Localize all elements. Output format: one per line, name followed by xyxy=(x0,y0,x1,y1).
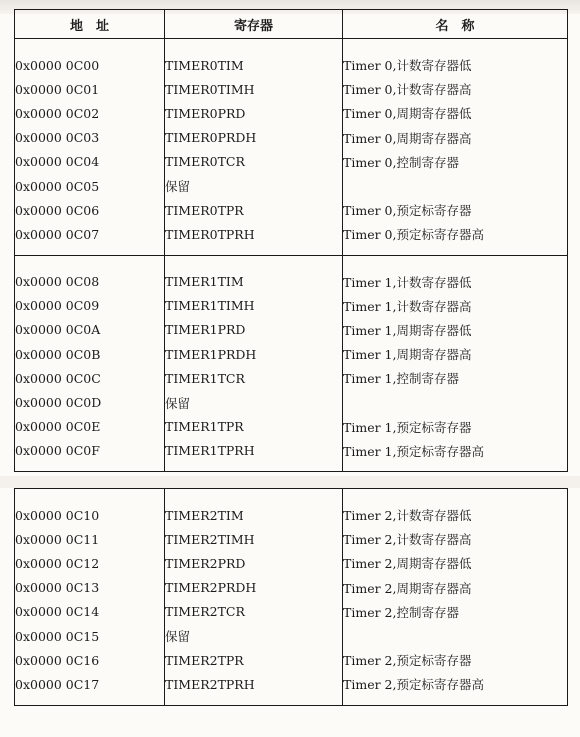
address-cell: 0x0000 0C02 xyxy=(15,105,100,121)
table-row xyxy=(15,648,568,672)
register-cell: TIMER2TIM xyxy=(165,503,343,527)
header-register: 寄存器 xyxy=(165,10,343,39)
address-cell: 0x0000 0C16 xyxy=(15,652,100,668)
table-row xyxy=(15,415,568,439)
spacer-row xyxy=(15,255,568,270)
register-cell: TIMER1PRDH xyxy=(165,342,343,366)
name-cell xyxy=(343,390,568,414)
name-cell: Timer 2,预定标寄存器 xyxy=(343,648,568,672)
address-cell: 0x0000 0C0D xyxy=(15,395,102,411)
table-row xyxy=(15,101,568,125)
name-cell: Timer 2,控制寄存器 xyxy=(343,600,568,624)
name-cell: Timer 1,计数寄存器高 xyxy=(343,294,568,318)
address-cell: 0x0000 0C09 xyxy=(15,298,100,314)
register-cell: TIMER1TIMH xyxy=(165,294,343,318)
register-cell: 保留 xyxy=(165,174,343,198)
name-cell: Timer 1,预定标寄存器 xyxy=(343,415,568,439)
name-cell: Timer 0,预定标寄存器 xyxy=(343,198,568,222)
address-cell: 0x0000 0C12 xyxy=(15,555,100,571)
table-row xyxy=(15,439,568,463)
address-cell: 0x0000 0C0C xyxy=(15,370,101,386)
address-cell: 0x0000 0C10 xyxy=(15,507,100,523)
register-table-upper xyxy=(14,9,568,472)
name-cell: Timer 0,控制寄存器 xyxy=(343,150,568,174)
spacer-row xyxy=(15,463,568,472)
register-cell: TIMER2TIMH xyxy=(165,527,343,551)
name-cell: Timer 2,周期寄存器低 xyxy=(343,551,568,575)
register-cell: TIMER1TPRH xyxy=(165,439,343,463)
address-cell: 0x0000 0C04 xyxy=(15,154,100,170)
table-row xyxy=(15,624,568,648)
address-cell: 0x0000 0C0A xyxy=(15,322,101,338)
table-row xyxy=(15,126,568,150)
register-cell: TIMER0TIMH xyxy=(165,77,343,101)
address-cell: 0x0000 0C11 xyxy=(15,531,100,547)
table-row xyxy=(15,503,568,527)
header-address: 地 址 xyxy=(15,10,165,39)
address-cell: 0x0000 0C06 xyxy=(15,202,100,218)
register-cell: TIMER0PRDH xyxy=(165,126,343,150)
register-cell: TIMER0TIM xyxy=(165,53,343,77)
table-row xyxy=(15,318,568,342)
table-row xyxy=(15,551,568,575)
register-cell: TIMER0PRD xyxy=(165,101,343,125)
name-cell xyxy=(343,624,568,648)
register-cell: TIMER1TCR xyxy=(165,366,343,390)
table-row xyxy=(15,270,568,294)
table-row xyxy=(15,174,568,198)
register-cell: TIMER0TCR xyxy=(165,150,343,174)
table-row xyxy=(15,576,568,600)
name-cell: Timer 1,周期寄存器高 xyxy=(343,342,568,366)
register-cell: TIMER1TIM xyxy=(165,270,343,294)
register-cell: TIMER1PRD xyxy=(165,318,343,342)
address-cell: 0x0000 0C03 xyxy=(15,130,100,146)
name-cell: Timer 2,周期寄存器高 xyxy=(343,576,568,600)
address-cell: 0x0000 0C07 xyxy=(15,226,100,242)
address-cell: 0x0000 0C0F xyxy=(15,443,100,459)
table-row xyxy=(15,366,568,390)
name-cell: Timer 0,周期寄存器高 xyxy=(343,126,568,150)
table-row xyxy=(15,390,568,414)
timer1-group xyxy=(15,255,568,472)
address-cell: 0x0000 0C14 xyxy=(15,604,100,620)
table-header-row xyxy=(15,10,568,39)
address-cell: 0x0000 0C05 xyxy=(15,178,100,194)
name-cell: Timer 2,预定标寄存器高 xyxy=(343,672,568,696)
table-row xyxy=(15,198,568,222)
name-cell: Timer 1,控制寄存器 xyxy=(343,366,568,390)
name-cell: Timer 2,计数寄存器低 xyxy=(343,503,568,527)
address-cell: 0x0000 0C08 xyxy=(15,274,100,290)
register-cell: 保留 xyxy=(165,624,343,648)
address-cell: 0x0000 0C00 xyxy=(15,57,100,73)
table-row xyxy=(15,222,568,246)
spacer-row xyxy=(15,697,568,706)
address-cell: 0x0000 0C13 xyxy=(15,580,100,596)
table-row xyxy=(15,342,568,366)
name-cell: Timer 0,计数寄存器低 xyxy=(343,53,568,77)
register-cell: TIMER2TPRH xyxy=(165,672,343,696)
timer0-group xyxy=(15,39,568,256)
table-row xyxy=(15,294,568,318)
spacer-row xyxy=(15,39,568,54)
register-cell: TIMER1TPR xyxy=(165,415,343,439)
register-cell: TIMER2PRD xyxy=(165,551,343,575)
register-cell: TIMER2TCR xyxy=(165,600,343,624)
name-cell: Timer 1,周期寄存器低 xyxy=(343,318,568,342)
register-table-lower xyxy=(14,488,568,706)
name-cell: Timer 0,周期寄存器低 xyxy=(343,101,568,125)
address-cell: 0x0000 0C0B xyxy=(15,346,101,362)
header-name: 名 称 xyxy=(343,10,568,39)
spacer-row xyxy=(15,489,568,504)
register-cell: 保留 xyxy=(165,390,343,414)
table-row xyxy=(15,77,568,101)
register-cell: TIMER2TPR xyxy=(165,648,343,672)
address-cell: 0x0000 0C15 xyxy=(15,628,100,644)
register-cell: TIMER0TPRH xyxy=(165,222,343,246)
table-row xyxy=(15,527,568,551)
page-break-gap xyxy=(0,476,580,488)
table-row xyxy=(15,600,568,624)
spacer-row xyxy=(15,247,568,256)
name-cell: Timer 1,预定标寄存器高 xyxy=(343,439,568,463)
address-cell: 0x0000 0C01 xyxy=(15,81,100,97)
name-cell: Timer 0,预定标寄存器高 xyxy=(343,222,568,246)
timer2-group xyxy=(15,489,568,706)
address-cell: 0x0000 0C17 xyxy=(15,676,100,692)
name-cell: Timer 2,计数寄存器高 xyxy=(343,527,568,551)
table-row xyxy=(15,672,568,696)
address-cell: 0x0000 0C0E xyxy=(15,419,101,435)
table-row xyxy=(15,150,568,174)
name-cell: Timer 0,计数寄存器高 xyxy=(343,77,568,101)
register-cell: TIMER2PRDH xyxy=(165,576,343,600)
register-cell: TIMER0TPR xyxy=(165,198,343,222)
name-cell: Timer 1,计数寄存器低 xyxy=(343,270,568,294)
table-row xyxy=(15,53,568,77)
name-cell xyxy=(343,174,568,198)
